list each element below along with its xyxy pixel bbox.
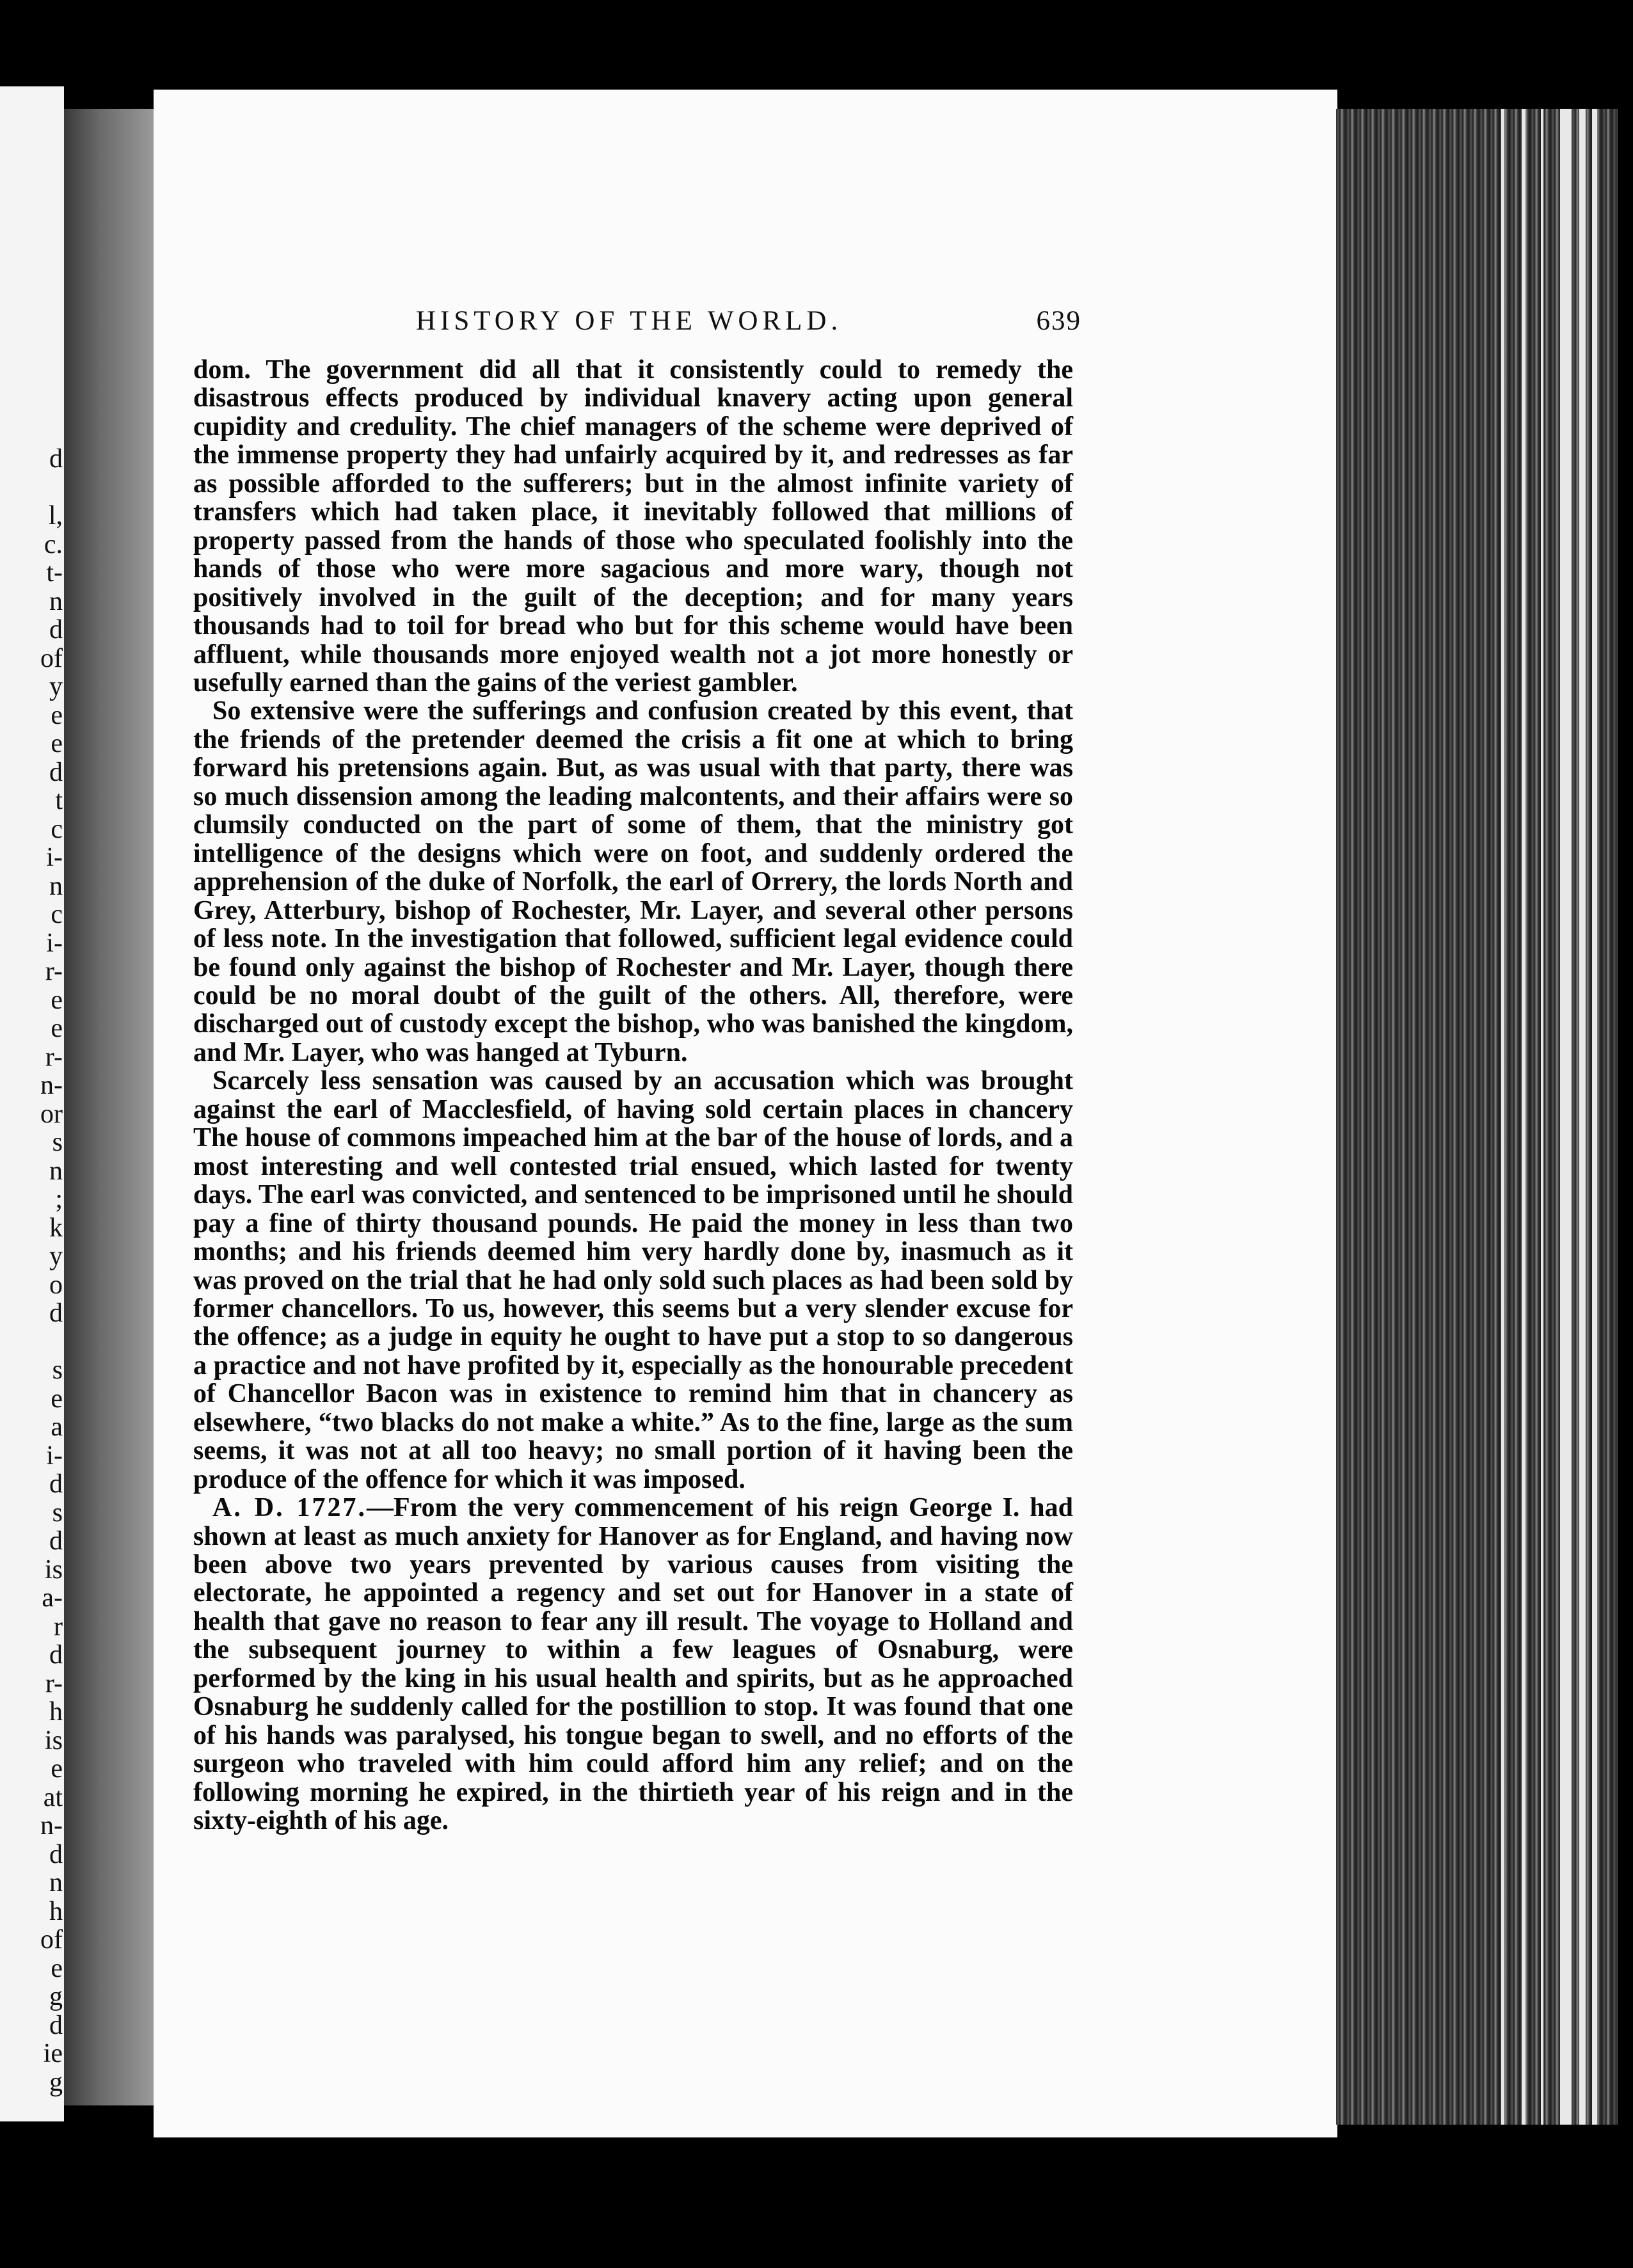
- book-gutter: [64, 109, 154, 2105]
- left-page-fragment: a-: [42, 1584, 63, 1613]
- left-page-fragment: c.: [44, 530, 63, 559]
- left-page-fragment: d: [49, 1641, 63, 1670]
- left-page-fragment: d: [49, 1299, 63, 1328]
- left-page-fragment: k: [49, 1213, 63, 1242]
- running-head: [416, 305, 1081, 341]
- left-page-fragment: is: [44, 1726, 63, 1755]
- left-page-fragment: n: [49, 1869, 63, 1897]
- left-page-fragment: c: [51, 900, 63, 929]
- left-page-fragment: i-: [46, 1441, 63, 1470]
- left-page-fragment: d: [49, 758, 63, 787]
- paragraph: dom. The government did all that it consistently could to remedy the disastrous effects produced by individual knavery acting upon general cupidity and credulity. The chief managers of the scheme were deprived of the immense property they had unfairly acquired by it, and redresses as far as possible afforded to the sufferers; but in the almost infinite variety of transfers which had taken place, it inevitably followed that millions of property passed from the hands of those who speculated foolishly into the hands of those who were more sagacious and more wary, though not positively involved in the guilt of the deception; and for many years thousands had to toil for bread who but for this scheme would have been affluent, while thousands more enjoyed wealth not a jot more honestly or usefully earned than the gains of the veriest gambler.: [193, 355, 1073, 698]
- paragraph-text: —From the very commencement of his reign George I. had shown at least as much anxiety for Hanover as for England, and having now been above two years prevented by various causes from visiting the electorate, he appointed a regency and set out for Hanover in a state of health that gave no reason to fear any ill result. The voyage to Holland and the subsequent journey to within a few leagues of Osnaburg, were performed by the king in his usual health and spirits, but as he approached Osnaburg he suddenly called for the postillion to stop. It was found that one of his hands was paralysed, his tongue began to swell, and no efforts of the surgeon who traveled with him could afford him any relief; and on the following morning he expired, in the thirtieth year of his reign and in the sixty-eighth of his age.: [193, 1493, 1073, 1836]
- left-page-fragment: e: [51, 1014, 63, 1043]
- left-page-fragment: a: [51, 1413, 63, 1442]
- left-page-fragment: [5, 1328, 63, 1357]
- left-page-fragment: i-: [46, 929, 63, 957]
- left-page-fragment: [5, 474, 63, 502]
- left-page-fragment: y: [49, 673, 63, 701]
- left-page-fragment: n-: [40, 1071, 63, 1100]
- left-page-fragment: e: [51, 1384, 63, 1413]
- left-page-fragment: h: [49, 1698, 63, 1727]
- left-page-fragment: s: [52, 1356, 63, 1385]
- left-page-fragment: e: [51, 730, 63, 758]
- paragraph: Scarcely less sensation was caused by an accusation which was brought against the earl of Macclesfield, of having sold certain places in chancery The house of commons impeached him at the bar of the house of lords, and a most interesting and well contested trial ensued, which lasted for twenty days. The earl was convicted, and sentenced to be imprisoned until he should pay a fine of thirty thousand pounds. He paid the money in less than two months; and his friends deemed him very hardly done by, inasmuch as it was proved on the trial that he had only sold such places as had been sold by former chancellors. To us, however, this seems but a very slender excuse for the offence; as a judge in equity he ought to have put a stop to so dangerous a practice and not have profited by it, especially as the honourable precedent of Chancellor Bacon was in existence to remind him that in chancery as elsewhere, “two blacks do not make a white.” As to the fine, large as the sum seems, it was not at all too heavy; no small portion of it having been the produce of the offence for which it was imposed.: [193, 1066, 1073, 1494]
- left-page-fragment: e: [51, 1755, 63, 1784]
- left-page-fragment: n-: [40, 1812, 63, 1841]
- left-page-fragment: i-: [46, 843, 63, 872]
- left-page-fragment: r-: [45, 1669, 63, 1698]
- left-page-fragment: y: [49, 1242, 63, 1271]
- left-page-fragment: e: [51, 1954, 63, 1983]
- left-page-fragment: d: [49, 1840, 63, 1869]
- left-page-fragment: g: [49, 2068, 63, 2096]
- left-page-fragment: r-: [45, 1042, 63, 1071]
- left-page-text-fragments: [5, 445, 63, 2096]
- left-page-fragment: c: [51, 815, 63, 843]
- left-page-fragment: e: [51, 701, 63, 730]
- left-page-fragment: o: [49, 1270, 63, 1299]
- left-page-fragment: t-: [46, 559, 63, 587]
- left-page-fragment: s: [52, 1498, 63, 1527]
- left-page-fragment: s: [52, 1128, 63, 1157]
- left-page-fragment: ;: [55, 1185, 63, 1214]
- left-page-edge: [0, 86, 64, 2121]
- left-page-fragment: ie: [43, 2040, 63, 2068]
- left-page-fragment: at: [43, 1783, 63, 1812]
- body-text: [193, 356, 1073, 1835]
- left-page-fragment: n: [49, 587, 63, 616]
- book-fore-edge: [1336, 109, 1618, 2125]
- left-page-fragment: of: [40, 644, 63, 673]
- left-page-fragment: e: [51, 986, 63, 1014]
- left-page-fragment: or: [40, 1099, 63, 1128]
- left-page-fragment: n: [49, 1156, 63, 1185]
- left-page-fragment: g: [49, 1983, 63, 2011]
- left-page-fragment: r-: [45, 957, 63, 986]
- left-page-fragment: l,: [48, 502, 63, 531]
- left-page-fragment: t: [55, 787, 63, 815]
- paragraph-with-year: [193, 1494, 1073, 1835]
- running-title: HISTORY OF THE WORLD.: [416, 306, 843, 336]
- left-page-fragment: d: [49, 616, 63, 644]
- left-page-fragment: h: [49, 1897, 63, 1926]
- left-page-fragment: n: [49, 872, 63, 900]
- year-marker: A. D. 1727.: [212, 1493, 367, 1523]
- left-page-fragment: d: [49, 1527, 63, 1556]
- page-number: 639: [1036, 306, 1081, 336]
- left-page-fragment: d: [49, 1470, 63, 1499]
- paragraph: So extensive were the sufferings and confusion created by this event, that the friends of the pretender deemed the crisis a fit one at which to bring forward his pretensions again. But, as was usual with that party, there was so much dissension among the leading malcontents, and their affairs were so clumsily conducted on the part of some of them, that the ministry got intelligence of the designs which were on foot, and suddenly ordered the apprehension of the duke of Norfolk, the earl of Orrery, the lords North and Grey, Atterbury, bishop of Rochester, Mr. Layer, and several other persons of less note. In the investigation that followed, sufficient legal evidence could be found only against the bishop of Rochester and Mr. Layer, though there could be no moral doubt of the guilt of the others. All, therefore, were discharged out of custody except the bishop, who was banished the kingdom, and Mr. Layer, who was hanged at Tyburn.: [193, 696, 1073, 1067]
- left-page-fragment: is: [44, 1555, 63, 1584]
- left-page-fragment: of: [40, 1926, 63, 1954]
- left-page-fragment: r: [54, 1612, 63, 1641]
- left-page-fragment: d: [49, 2011, 63, 2040]
- left-page-fragment: d: [49, 445, 63, 474]
